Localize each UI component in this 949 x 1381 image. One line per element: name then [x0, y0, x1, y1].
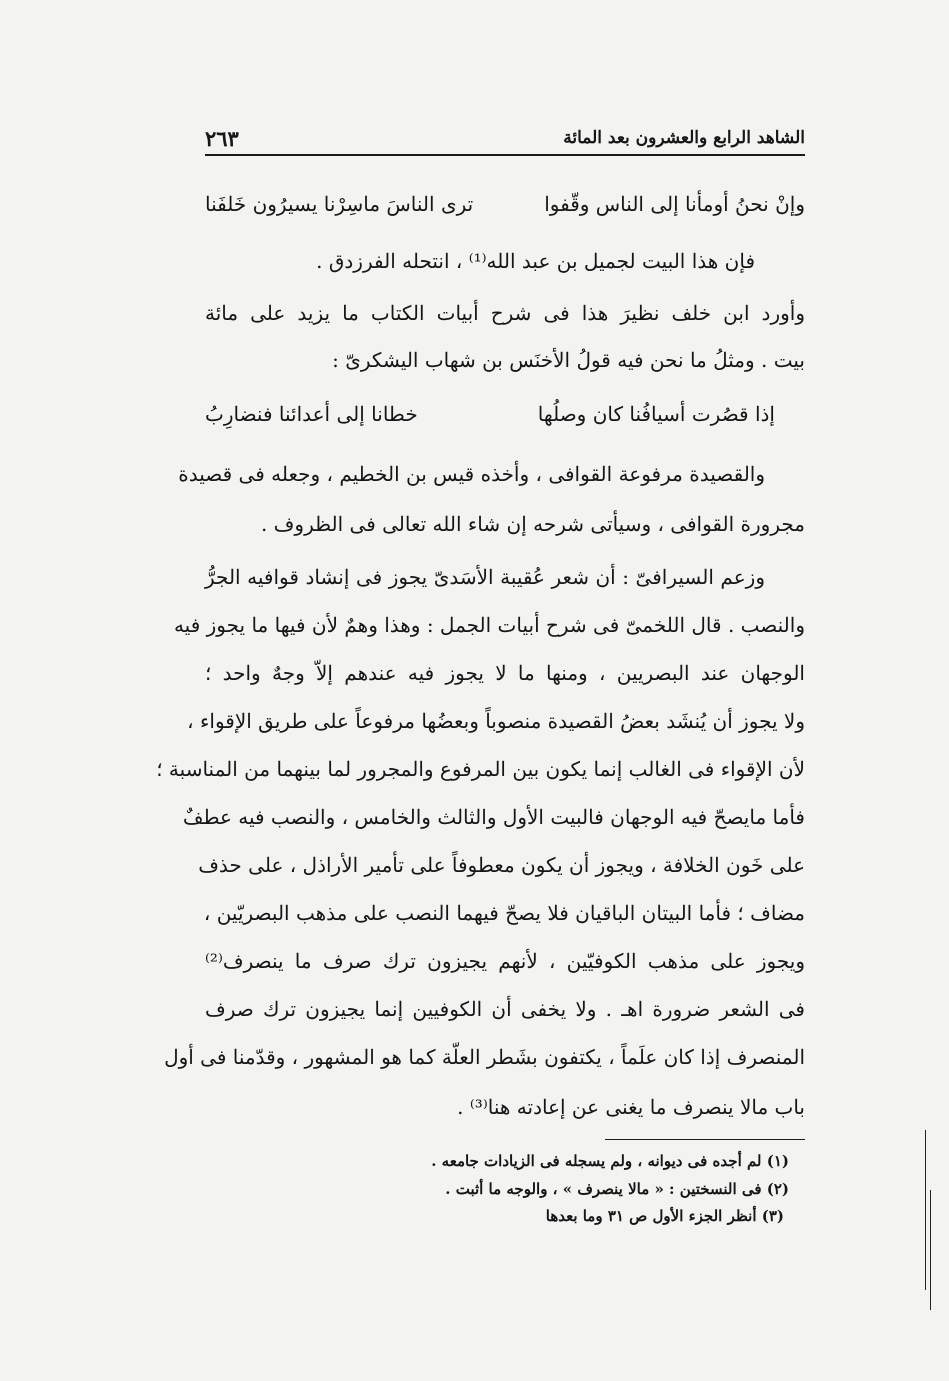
verse-1-left-hemistich: ترى الناسَ ماسِرْنا يسيرُون خَلفَنا [205, 192, 474, 216]
text-line: وأورد ابن خلف نظيرَ هذا فى شرح أبيات الكتاب ما يزيد على مائة [205, 301, 805, 325]
verse-1-right-hemistich: وإنْ نحنُ أومأنا إلى الناس وقّفوا [544, 192, 805, 216]
text-line: الوجهان عند البصريين ، ومنها ما لا يجوز فيه عندهم إلاّ وجهٌ واحد ؛ [205, 661, 805, 685]
text-line: فى الشعر ضرورة اهـ . ولا يخفى أن الكوفيين إنما يجيزون ترك صرف [205, 997, 805, 1021]
text-line: مضاف ؛ فأما البيتان الباقيان فلا يصحّ فيهما النصب على مذهب البصريّين ، [203, 901, 805, 925]
verse-2-left-hemistich: خطانا إلى أعدائنا فنضارِبُ [205, 402, 418, 426]
text-line: فأما مايصحّ فيه الوجهان فالبيت الأول والثالث والخامس ، والنصب فيه عطفٌ [182, 805, 805, 829]
text-line: فإن هذا البيت لجميل بن عبد الله⁽¹⁾ ، انتحله الفرزدق . [316, 249, 755, 273]
text-line: بيت . ومثلُ ما نحن فيه قولُ الأخنَس بن شهاب اليشكرىّ : [332, 348, 805, 372]
text-line: وزعم السيرافىّ : أن شعر عُقيبة الأسَدىّ يجوز فى إنشاد قوافيه الجرُّ [205, 565, 765, 589]
footnote-3: (٣) أنظر الجزء الأول ص ٣١ وما بعدها [545, 1207, 784, 1225]
page-header [205, 126, 805, 156]
header-rule [205, 154, 805, 156]
page-edge-mark [930, 1190, 931, 1310]
text-line: والنصب . قال اللخمىّ فى شرح أبيات الجمل : وهذا وهمٌ لأن فيها ما يجوز فيه [173, 613, 805, 637]
footnote-1: (١) لم أجده فى ديوانه ، ولم يسجله فى الزيادات جامعه . [431, 1152, 789, 1170]
text-line: لأن الإقواء فى الغالب إنما يكون بين المرفوع والمجرور لما بينهما من المناسبة ؛ [156, 757, 805, 781]
footnote-rule [605, 1139, 805, 1140]
text-line: مجرورة القوافى ، وسيأتى شرحه إن شاء الله تعالى فى الظروف . [260, 512, 805, 536]
text-line: على خَون الخلافة ، ويجوز أن يكون معطوفاً على تأمير الأراذل ، على حذف [198, 853, 805, 877]
running-head: الشاهد الرابع والعشرون بعد المائة [563, 128, 805, 148]
footnote-2: (٢) فى النسختين : « مالا ينصرف » ، والوجه ما أثبت . [445, 1180, 789, 1198]
text-line: والقصيدة مرفوعة القوافى ، وأخذه قيس بن الخطيم ، وجعله فى قصيدة [178, 462, 765, 486]
text-line: باب مالا ينصرف ما يغنى عن إعادته هنا⁽³⁾ . [457, 1095, 805, 1119]
text-line: ولا يجوز أن يُنشَد بعضُ القصيدة منصوباً وبعضُها مرفوعاً على طريق الإقواء ، [187, 709, 805, 733]
verse-2-right-hemistich: إذا قصُرت أسيافُنا كان وصلُها [537, 402, 775, 426]
text-line: ويجوز على مذهب الكوفيّين ، لأنهم يجيزون ترك صرف ما ينصرف⁽²⁾ [205, 949, 805, 973]
page-number: ٢٦٣ [205, 126, 239, 151]
page-edge-mark [925, 1130, 926, 1290]
text-line: المنصرف إذا كان علَماً ، يكتفون بشَطر العلّة كما هو المشهور ، وقدّمنا فى أول [164, 1045, 805, 1069]
